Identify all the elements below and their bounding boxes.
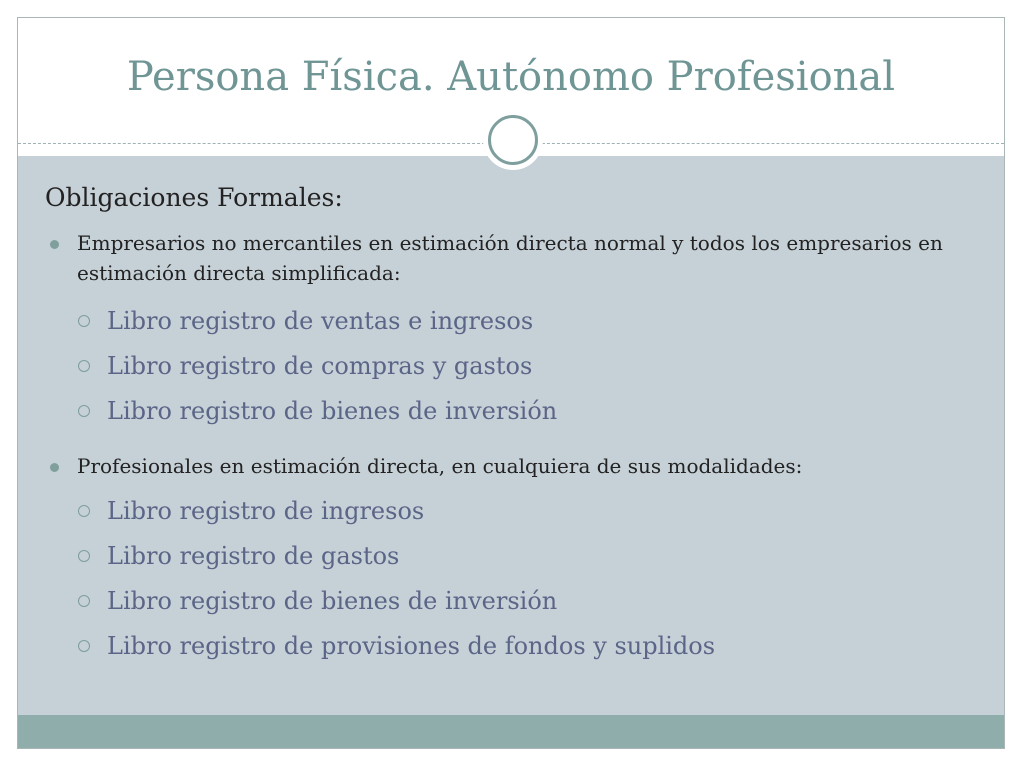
ring-bullet-icon [78,315,90,327]
sub-item [78,394,557,428]
slide-title: Persona Física. Autónomo Profesional [126,54,896,100]
sub-item-text: Libro registro de bienes de inversión [107,587,558,615]
ring-bullet-icon [78,595,90,607]
ring-bullet-icon [78,360,90,372]
bullet-item-empresarios [45,228,957,288]
sub-item [78,629,715,663]
sub-item-text: Libro registro de provisiones de fondos y suplidos [107,632,716,660]
ring-bullet-icon [78,505,90,517]
bullet-text: Empresarios no mercantiles en estimación directa normal y todos los empresarios en estimación directa simplificada: [77,231,943,285]
sub-item [78,349,532,383]
sub-item [78,584,557,618]
bullet-dot-icon [50,463,59,472]
sub-item [78,304,533,338]
sub-item-text: Libro registro de ingresos [107,497,425,525]
ring-icon [488,115,538,165]
ring-bullet-icon [78,405,90,417]
sub-item [78,494,424,528]
sub-item-text: Libro registro de bienes de inversión [107,397,558,425]
divider-ring-icon [483,110,543,170]
sub-item-text: Libro registro de ventas e ingresos [107,307,534,335]
footer-bar [18,715,1004,749]
bullet-item-profesionales [45,451,957,481]
slide [17,17,1005,749]
bullet-text: Profesionales en estimación directa, en cualquiera de sus modalidades: [77,454,803,478]
ring-bullet-icon [78,550,90,562]
sub-item-text: Libro registro de compras y gastos [107,352,533,380]
sub-item-text: Libro registro de gastos [107,542,400,570]
section-heading: Obligaciones Formales: [45,183,343,212]
bullet-dot-icon [50,240,59,249]
sub-item [78,539,399,573]
ring-bullet-icon [78,640,90,652]
